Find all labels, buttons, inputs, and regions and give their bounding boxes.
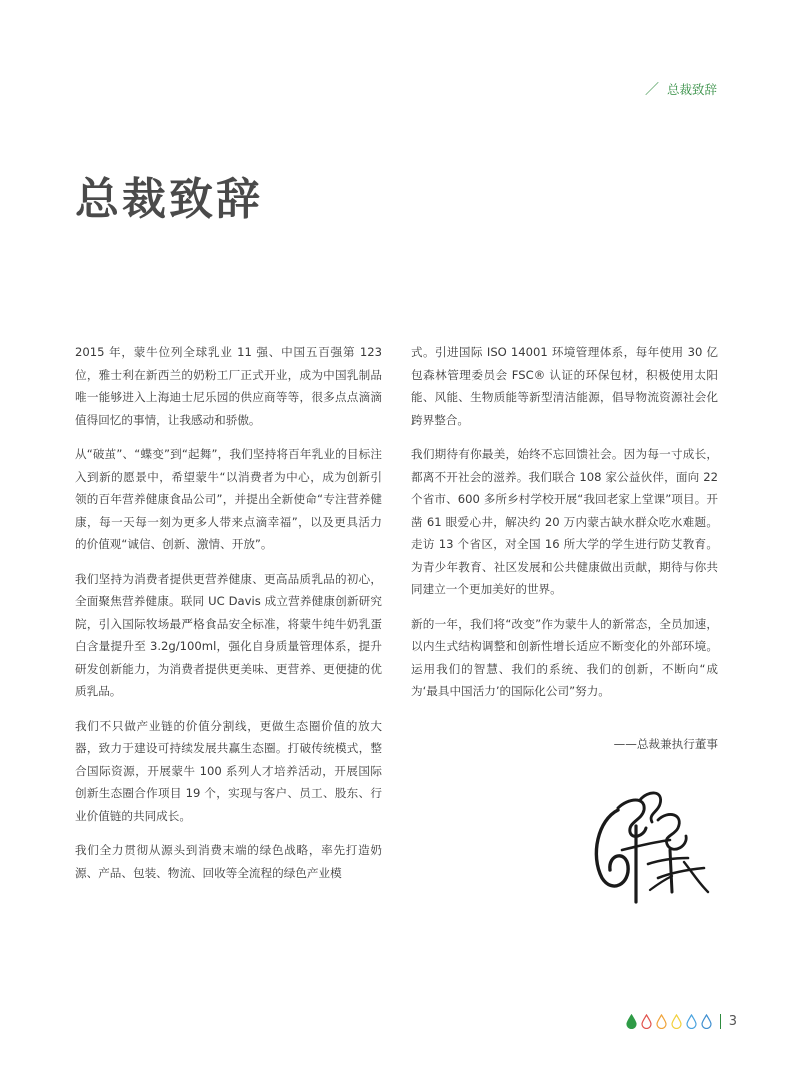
page-title: 总裁致辞 xyxy=(75,174,263,225)
footer xyxy=(626,1014,737,1029)
section-label xyxy=(645,79,717,99)
drop-icon xyxy=(641,1014,652,1029)
paragraph: 从“破茧”、“蝶变”到“起舞”，我们坚持将百年乳业的目标注入到新的愿景中，希望蒙牛“以消费者为中心，成为创新引领的百年营养健康食品公司”，并提出全新使命“专注营养健康，每一天每一刻为更多人带来点滴幸福”，以及更具活力的价值观“诚信、创新、激情、开放”。 xyxy=(75,447,382,551)
section-label-text: 总裁致辞 xyxy=(666,82,717,97)
drop-icon xyxy=(701,1014,712,1029)
paragraph: 我们不只做产业链的价值分割线，更做生态圈价值的放大器，致力于建设可持续发展共赢生态圈。打破传统模式，整合国际资源，开展蒙牛 100 系列人才培养活动，开展国际创新生态圈合作项目 19 个，实现与客户、员工、股东、行业价值链的共同成长。 xyxy=(75,718,382,823)
signature-block xyxy=(411,736,718,752)
left-column xyxy=(75,341,382,896)
paragraph: 我们坚持为消费者提供更营养健康、更高品质乳品的初心，全面聚焦营养健康。联同 UC Davis 成立营养健康创新研究院，引入国际牧场最严格食品安全标准，将蒙牛纯牛奶乳蛋白含量提升至 3.2g/100ml，强化自身质量管理体系，提升研发创新能力，为消费者提供更美味、更营养、更便捷的优质乳品。 xyxy=(75,571,382,698)
paragraph: 新的一年，我们将“改变”作为蒙牛人的新常态，全员加速，以内生式结构调整和创新性增长适应不断变化的外部环境。运用我们的智慧、我们的系统、我们的创新，不断向“成为‘最具中国活力’的国际化公司”努力。 xyxy=(411,616,718,698)
drop-icon xyxy=(671,1014,682,1029)
drop-icon xyxy=(626,1014,637,1029)
drop-icon xyxy=(686,1014,697,1029)
paragraph: 式。引进国际 ISO 14001 环境管理体系，每年使用 30 亿包森林管理委员会 FSC® 认证的环保包材，积极使用太阳能、风能、生物质能等新型清洁能源，倡导物流资源社会化跨界整合。 xyxy=(411,345,718,427)
footer-divider xyxy=(720,1014,721,1029)
paragraph: 我们全力贯彻从源头到消费末端的绿色战略，率先打造奶源、产品、包装、物流、回收等全流程的绿色产业模 xyxy=(75,843,382,880)
paragraph: 我们期待有你最美，始终不忘回馈社会。因为每一寸成长，都离不开社会的滋养。我们联合 108 家公益伙伴，面向 22 个省市、600 多所乡村学校开展“我回老家上堂课”项目。开凿 61 眼爱心井，解决约 20 万内蒙古缺水群众吃水难题。走访 13 个省区，对全国 16 所大学的学生进行防艾教育。为青少年教育、社区发展和公共健康做出贡献，期待与你共同建立一个更加美好的世界。 xyxy=(411,447,718,596)
handwritten-signature xyxy=(588,780,718,912)
slash-icon: ／ xyxy=(644,82,659,98)
page-number: 3 xyxy=(728,1014,737,1029)
drop-icon xyxy=(656,1014,667,1029)
right-column xyxy=(411,341,718,715)
signature-title: ——总裁兼执行董事 xyxy=(613,737,718,751)
paragraph: 2015 年，蒙牛位列全球乳业 11 强、中国五百强第 123 位，雅士利在新西兰的奶粉工厂正式开业，成为中国乳制品唯一能够进入上海迪士尼乐园的供应商等等，很多点点滴滴值得回忆的事情，让我感动和骄傲。 xyxy=(75,345,382,427)
